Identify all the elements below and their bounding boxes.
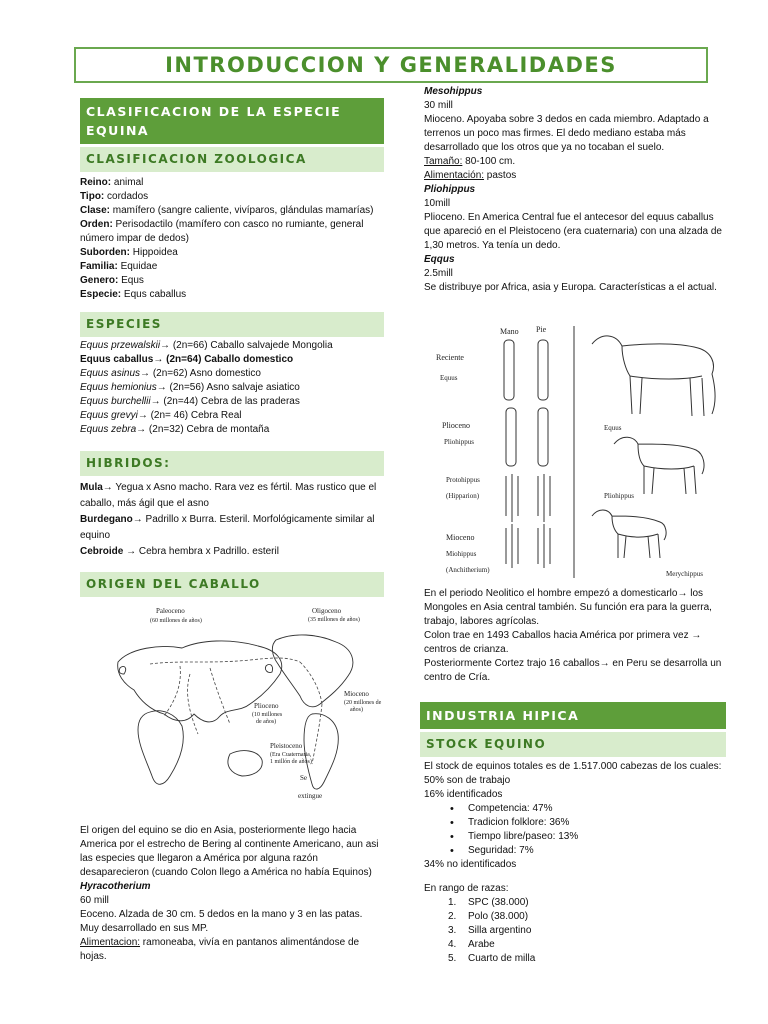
map-label-plioceno-sub1: (10 millones [252, 712, 283, 718]
evo-label-pliohippus-horse: Pliohippus [604, 492, 634, 500]
zoo-item: Orden: Perisodactilo (mamífero con casco no rumiante, general número impar de dedos) [80, 219, 364, 244]
map-label-paleoceno: Paleoceno [156, 607, 185, 615]
evo-label-pie: Pie [536, 325, 547, 334]
especie-item: Equus hemionius→ (2n=56) Asno salvaje asiatico [80, 382, 300, 393]
list-item: • Tradicion folklore: 36% [450, 816, 726, 830]
evo-label-protohippus: Protohippus [446, 476, 480, 484]
zoo-item: Clase: mamífero (sangre caliente, vivíparos, glándulas mamarías) [80, 205, 374, 216]
map-label-plioceno: Plioceno [254, 702, 279, 710]
evo-label-equus: Equus [440, 374, 458, 382]
origen-text-block [80, 824, 384, 964]
zoo-item: Reino: animal [80, 177, 144, 188]
zoo-item: Familia: Equidae [80, 261, 158, 272]
pliohippus-name: Pliohippus [424, 184, 476, 195]
evo-label-mioceno: Mioceno [446, 533, 475, 542]
horse-evolution-illustration [426, 318, 732, 582]
hibrido-item: Mula→ Yegua x Asno macho. Rara vez es fértil. Mas rustico que el caballo, más ágil que el asno [80, 482, 377, 509]
neolitico-paragraph: En el periodo Neolitico el hombre empezó a domesticarlo→ los Mongoles en Asia central también. Su función era para la guerra, trabajo, labores agrícolas. [424, 588, 712, 627]
map-label-se: Se [300, 774, 307, 782]
razas-list [424, 896, 726, 966]
zoo-item: Genero: Equs [80, 275, 144, 286]
hibrido-item: Cebroide → Cebra hembra x Padrillo. esteril [80, 546, 279, 557]
stock-header: STOCK EQUINO [420, 732, 726, 757]
title-box [74, 47, 708, 83]
evo-label-plioceno: Plioceno [442, 421, 470, 430]
colon-paragraph: Colon trae en 1493 Caballos hacia América por primera vez → centros de crianza. [424, 630, 702, 655]
map-label-extingue: extingue [298, 792, 323, 800]
identificados-line: 16% identificados [424, 789, 503, 800]
especie-item: Equus przewalskii→ (2n=66) Caballo salvajede Mongolia [80, 340, 333, 351]
list-item: 5. Cuarto de milla [448, 953, 536, 964]
mesohippus-name: Mesohippus [424, 86, 483, 97]
identificados-list [424, 802, 726, 858]
eqqus-age: 2.5mill [424, 268, 453, 279]
map-label-oligoceno-sub: (35 millones de años) [308, 617, 360, 623]
map-label-mioceno-sub1: (20 millones de [344, 700, 382, 706]
map-label-paleoceno-sub: (60 millones de años) [150, 618, 202, 624]
hibrido-item: Burdegano→ Padrillo x Burra. Esteril. Morfológicamente similar al equino [80, 514, 375, 541]
map-label-mioceno-sub2: años) [350, 707, 363, 713]
list-item: 2. Polo (38.000) [448, 911, 529, 922]
especie-item: Equus caballus→ (2n=64) Caballo domestico [80, 354, 294, 365]
zoo-item: Tipo: cordados [80, 191, 149, 202]
origen-header: ORIGEN DEL CABALLO [80, 572, 384, 597]
evo-label-merychippus: Merychippus [666, 570, 703, 578]
evo-label-hipparion: (Hipparion) [446, 492, 480, 500]
mesohippus-age: 30 mill [424, 100, 453, 111]
hyracotherium-alim: Alimentacion: ramoneaba, vivía en pantanos alimentándose de hojas. [80, 937, 360, 962]
hyracotherium-name: Hyracotherium [80, 881, 151, 892]
pliohippus-age: 10mill [424, 198, 451, 209]
list-item: • Seguridad: 7% [450, 844, 726, 858]
hibridos-list [80, 480, 384, 560]
evo-label-anchitherium: (Anchitherium) [446, 566, 490, 574]
world-map-illustration [90, 604, 390, 814]
especie-item: Equus asinus→ (2n=62) Asno domestico [80, 368, 261, 379]
evo-label-pliohippus: Pliohippus [444, 438, 474, 446]
mesohippus-desc: Mioceno. Apoyaba sobre 3 dedos en cada miembro. Adaptado a terrenos un poco mas firmes. El dedo mediano estaba más desarrollado que los otros que ya no tocaban el suelo. [424, 114, 709, 153]
origen-paragraph: El origen del equino se dio en Asia, posteriormente llego hacia America por el estrecho de Bering al continente Americano, aun asi las especies que llegaron a América por alguna razón desaparecieron (cuando Colon llego a América no había Equinos) [80, 825, 379, 878]
map-label-pleistoceno-sub2: 1 millón de años) [270, 759, 312, 765]
evo-label-reciente: Reciente [436, 353, 464, 362]
stock-paragraph: El stock de equinos totales es de 1.517.000 cabezas de los cuales: 50% son de trabajo [424, 761, 722, 786]
left-column [80, 98, 384, 597]
industria-header: INDUSTRIA HIPICA [420, 702, 726, 729]
map-label-pleistoceno-sub1: (Era Cuaternaria, [270, 752, 312, 758]
zoo-item: Suborden: Hippoidea [80, 247, 178, 258]
zoo-item: Especie: Equs caballus [80, 289, 187, 300]
no-identificados-line: 34% no identificados [424, 859, 517, 870]
origin-map [90, 604, 390, 814]
list-item: • Competencia: 47% [450, 802, 726, 816]
mesohippus-tamano: Tamaño: 80-100 cm. [424, 156, 516, 167]
industria-block [420, 702, 726, 966]
map-label-mioceno: Mioceno [344, 690, 369, 698]
right-column [424, 85, 724, 295]
hyracotherium-age: 60 mill [80, 895, 109, 906]
evo-label-equus-horse: Equus [604, 424, 622, 432]
pliohippus-desc: Plioceno. En America Central fue el antecesor del equus caballus que apareció en el Pleistoceno (era cuaternaria) con una alzada de 1,30 metros. Ya tenía un dedo. [424, 212, 722, 251]
mesohippus-alim: Alimentación: pastos [424, 170, 517, 181]
list-item: 3. Silla argentino [448, 925, 532, 936]
especie-item: Equus grevyi→ (2n= 46) Cebra Real [80, 410, 242, 421]
especies-list [80, 339, 384, 437]
especies-header: ESPECIES [80, 312, 384, 337]
zoo-list [80, 176, 384, 302]
evo-label-miohippus: Miohippus [446, 550, 477, 558]
list-item: 4. Arabe [448, 939, 495, 950]
zoologica-header: CLASIFICACION ZOOLOGICA [80, 147, 384, 172]
map-label-pleistoceno: Pleistoceno [270, 742, 303, 750]
hibridos-header: HIBRIDOS: [80, 451, 384, 476]
eqqus-name: Eqqus [424, 254, 455, 265]
cortez-paragraph: Posteriormente Cortez trajo 16 caballos→ en Peru se desarrolla un centro de Cría. [424, 658, 722, 683]
list-item: 1. SPC (38.000) [448, 897, 529, 908]
historia-block [424, 587, 724, 685]
eqqus-desc: Se distribuye por Africa, asia y Europa. Características a el actual. [424, 282, 717, 293]
page-title: INTRODUCCION Y GENERALIDADES [165, 53, 617, 77]
evo-label-mano: Mano [500, 327, 519, 336]
especie-item: Equus burchellii→ (2n=44) Cebra de las praderas [80, 396, 300, 407]
map-label-oligoceno: Oligoceno [312, 607, 342, 615]
map-label-plioceno-sub2: de años) [256, 719, 277, 725]
list-item: • Tiempo libre/paseo: 13% [450, 830, 726, 844]
evolution-figure [426, 318, 732, 582]
rango-razas-line: En rango de razas: [424, 883, 509, 894]
hyracotherium-desc: Eoceno. Alzada de 30 cm. 5 dedos en la mano y 3 en las patas. Muy desarrollado en sus MP. [80, 909, 363, 934]
especie-item: Equus zebra→ (2n=32) Cebra de montaña [80, 424, 270, 435]
clasificacion-header: CLASIFICACION DE LA ESPECIE EQUINA [80, 98, 384, 144]
stock-content [420, 760, 726, 966]
